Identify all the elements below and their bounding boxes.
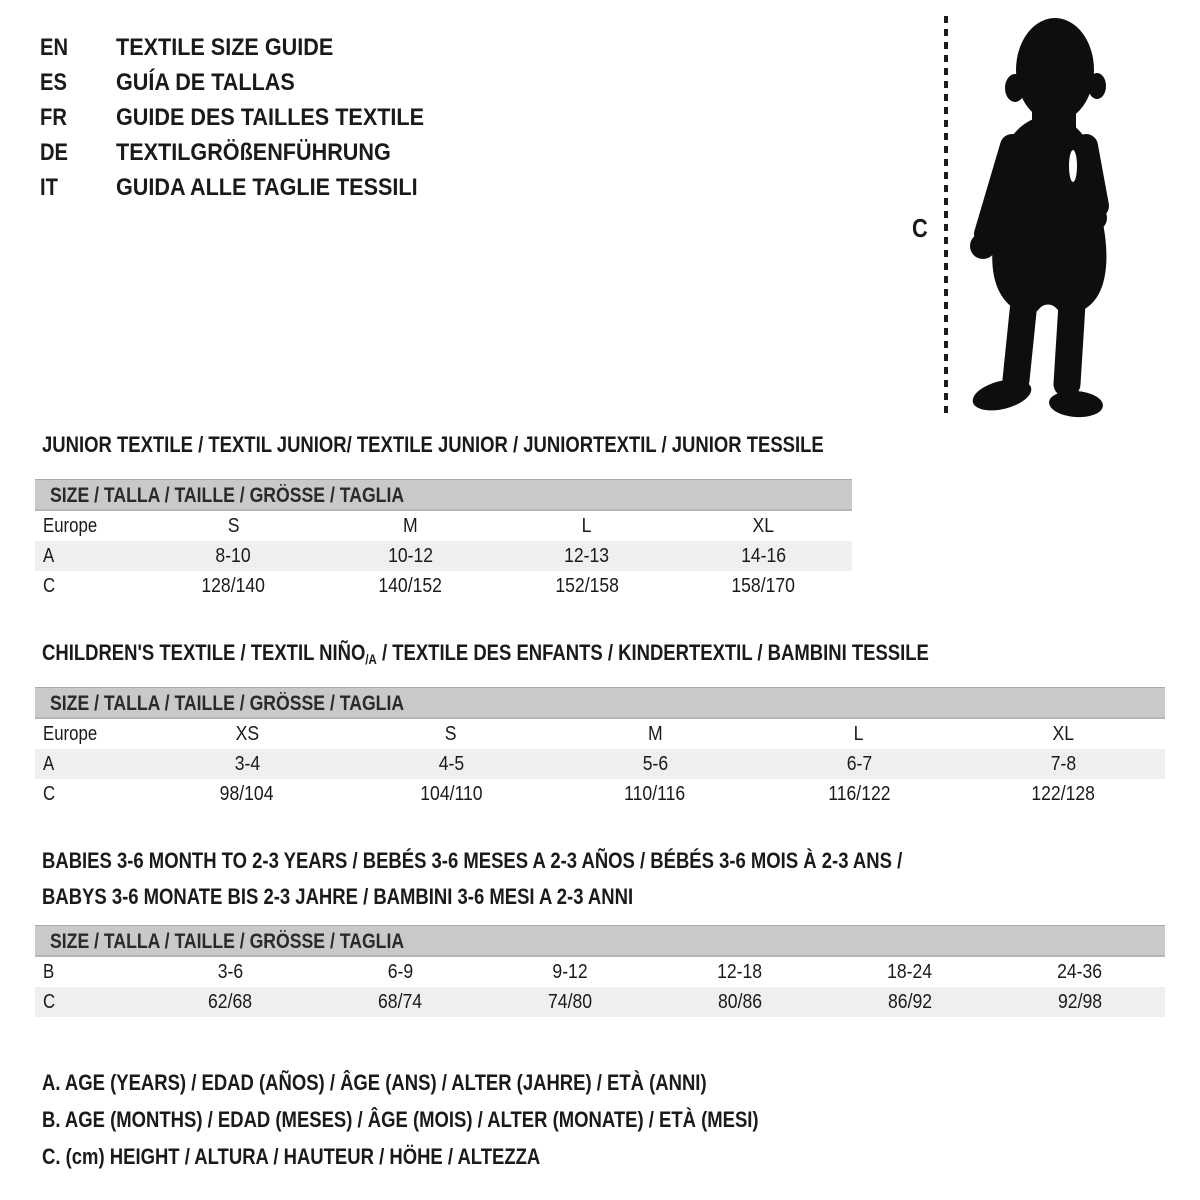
table-cell: XL [1052, 723, 1074, 745]
table-cell: 8-10 [215, 545, 251, 567]
babies-size-table [35, 925, 1165, 1017]
lang-row-es [40, 65, 458, 100]
lang-row-fr [40, 100, 458, 135]
table-cell: 4-5 [438, 753, 464, 775]
table-cell: 74/80 [547, 991, 593, 1013]
table-row-height [35, 571, 852, 601]
footnote-age-months: B. AGE (MONTHS) / EDAD (MESES) / ÂGE (MOIS) / ALTER (MONATE) / ETÀ (MESI) [42, 1107, 759, 1132]
table-cell: 3-4 [234, 753, 260, 775]
height-measure-label: C [912, 213, 928, 243]
guide-title-en: TEXTILE SIZE GUIDE [116, 34, 334, 61]
table-cell: 9-12 [552, 961, 588, 983]
table-cell: 6-7 [846, 753, 872, 775]
language-title-list [40, 30, 458, 205]
lang-code: IT [40, 174, 58, 201]
table-cell: 80/86 [717, 991, 763, 1013]
row-label: Europe [43, 515, 98, 537]
lang-row-en [40, 30, 458, 65]
table-cell: 68/74 [377, 991, 423, 1013]
children-section-heading: CHILDREN'S TEXTILE / TEXTIL $NIÑO_{/A}$ / TEXTILE DES ENFANTS / KINDERTEXTIL / BAMBINI TESSILE [42, 640, 929, 667]
table-cell: 10-12 [387, 545, 433, 567]
lang-row-it [40, 170, 458, 205]
table-cell: 128/140 [201, 575, 266, 597]
lang-code: ES [40, 69, 67, 96]
table-row-months [35, 957, 1165, 987]
table-cell: 7-8 [1050, 753, 1076, 775]
table-row-europe [35, 719, 1165, 749]
table-cell: 140/152 [378, 575, 442, 597]
table-cell: XL [752, 515, 775, 537]
table-cell: M [647, 723, 663, 745]
row-label: Europe [43, 723, 98, 745]
table-cell: M [402, 515, 418, 537]
table-cell: 6-9 [387, 961, 413, 983]
table-cell: 12-18 [717, 961, 763, 983]
table-row-height [35, 779, 1165, 809]
table-cell: S [227, 515, 240, 537]
junior-size-table [35, 479, 852, 601]
table-row-height [35, 987, 1165, 1017]
table-cell: 86/92 [887, 991, 933, 1013]
height-dashed-line [944, 16, 948, 416]
table-row-age [35, 541, 852, 571]
toddler-silhouette-icon [960, 14, 1136, 418]
row-label: B [43, 961, 55, 983]
guide-title-es: GUÍA DE TALLAS [116, 69, 295, 96]
nino-a-subscript: /A [365, 651, 377, 667]
table-cell: 104/110 [419, 783, 483, 805]
table-row-europe [35, 511, 852, 541]
children-size-table [35, 687, 1165, 809]
table-cell: 116/122 [827, 783, 891, 805]
table-cell: 152/158 [555, 575, 619, 597]
row-label: C [43, 991, 56, 1013]
table-cell: 122/128 [1031, 783, 1095, 805]
table-cell: 24-36 [1057, 961, 1103, 983]
table-cell: L [854, 723, 864, 745]
footnote-legend [42, 1064, 895, 1175]
lang-code: FR [40, 104, 67, 131]
table-cell: 92/98 [1057, 991, 1103, 1013]
table-cell: 98/104 [220, 783, 274, 805]
lang-row-de [40, 135, 458, 170]
table-cell: 158/170 [731, 575, 796, 597]
table-cell: S [445, 723, 457, 745]
row-label: A [43, 753, 55, 775]
junior-section-heading: JUNIOR TEXTILE / TEXTIL JUNIOR/ TEXTILE JUNIOR / JUNIORTEXTIL / JUNIOR TESSILE [42, 432, 824, 457]
table-row-age [35, 749, 1165, 779]
size-header-bar: SIZE / TALLA / TAILLE / GRÖSSE / TAGLIA [35, 479, 852, 511]
size-header-bar: SIZE / TALLA / TAILLE / GRÖSSE / TAGLIA [35, 925, 1165, 957]
table-cell: L [581, 515, 592, 537]
guide-title-it: GUIDA ALLE TAGLIE TESSILI [116, 174, 418, 201]
row-label: C [43, 575, 56, 597]
table-cell: 14-16 [741, 545, 787, 567]
guide-title-de: TEXTILGRÖßENFÜHRUNG [116, 139, 391, 166]
row-label: A [43, 545, 55, 567]
footnote-age-years: A. AGE (YEARS) / EDAD (AÑOS) / ÂGE (ANS) / ALTER (JAHRE) / ETÀ (ANNI) [42, 1070, 707, 1095]
size-header-bar: SIZE / TALLA / TAILLE / GRÖSSE / TAGLIA [35, 687, 1165, 719]
table-cell: 110/116 [624, 783, 686, 805]
table-cell: 3-6 [217, 961, 243, 983]
lang-code: DE [40, 139, 69, 166]
footnote-height-cm: C. (cm) HEIGHT / ALTURA / HAUTEUR / HÖHE / ALTEZZA [42, 1144, 541, 1169]
guide-title-fr: GUIDE DES TAILLES TEXTILE [116, 104, 425, 131]
babies-section-heading: BABIES 3-6 MONTH TO 2-3 YEARS / BEBÉS 3-6 MESES A 2-3 AÑOS / BÉBÉS 3-6 MOIS À 2-3 ANS / BABYS 3-6 MONATE BIS 2-3 JAHRE / BAMBINI 3-6 MESI A 2-3 ANNI [42, 848, 903, 909]
row-label: C [43, 783, 56, 805]
lang-code: EN [40, 34, 69, 61]
table-cell: 12-13 [564, 545, 610, 567]
table-cell: 5-6 [642, 753, 668, 775]
table-cell: 62/68 [207, 991, 253, 1013]
table-cell: 18-24 [887, 961, 933, 983]
table-cell: XS [235, 723, 259, 745]
